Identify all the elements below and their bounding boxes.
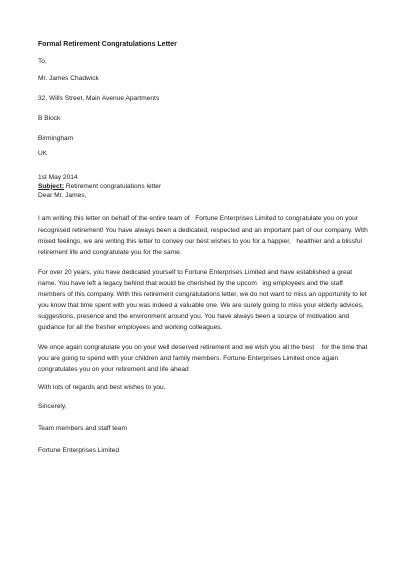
subject-text: Retirement congratulations letter xyxy=(64,182,162,190)
address-line-1: 32, Wills Street, Main Avenue Apartments xyxy=(38,95,160,103)
signatory-company: Fortune Enterprises Limited xyxy=(38,446,119,454)
regards-line: With lots of regards and best wishes to you. xyxy=(38,384,166,392)
subject-label: Subject: xyxy=(38,182,65,190)
letter-title: Formal Retirement Congratulations Letter xyxy=(38,41,177,48)
country: UK xyxy=(38,149,48,157)
paragraph-3: We once again congratulate you on your well deserved retirement and we wish you all the best for the time that you are going to spend with your children and family members. Fortune Enterprises Limited once again congratulates you on your retirement and life ahead xyxy=(38,344,370,374)
sign-off: Sincerely, xyxy=(38,403,67,411)
address-line-2: B Block xyxy=(38,115,61,123)
paragraph-1: I am writing this letter on behalf of the entire team of Fortune Enterprises Limited to congratulate you on your recognised retirement! You have always been a dedicated, respected and an important part of our company. With mixed feelings, we are writing this letter to convey our best wishes to you for a happier, healthier and a blissful retirement life and congratulate you for the same. xyxy=(38,215,370,256)
city: Birmingham xyxy=(38,135,74,142)
signatory-team: Team members and staff team xyxy=(38,425,127,433)
salutation: Dear Mr. James, xyxy=(38,191,87,199)
letter-page xyxy=(38,40,368,466)
letter-date: 1st May 2014 xyxy=(38,173,78,181)
paragraph-2: For over 20 years, you have dedicated yourself to Fortune Enterprises Limited and have established a great name. You have left a legacy behind that would be cherished by the upcom ing employees and the staff members of this company. With this retirement congratulations letter, we do not want to miss an opportunity to let you know that time spent with you was indeed a valuable one. We are surely going to miss your elderly advices, suggestions, presence and the environment around you. You have always been a source of motivation and guidance for all the fresher employees and working colleagues. xyxy=(38,268,369,332)
recipient-name: Mr. James Chadwick xyxy=(38,75,99,83)
subject-line xyxy=(38,183,368,192)
to-line: To, xyxy=(38,58,47,66)
